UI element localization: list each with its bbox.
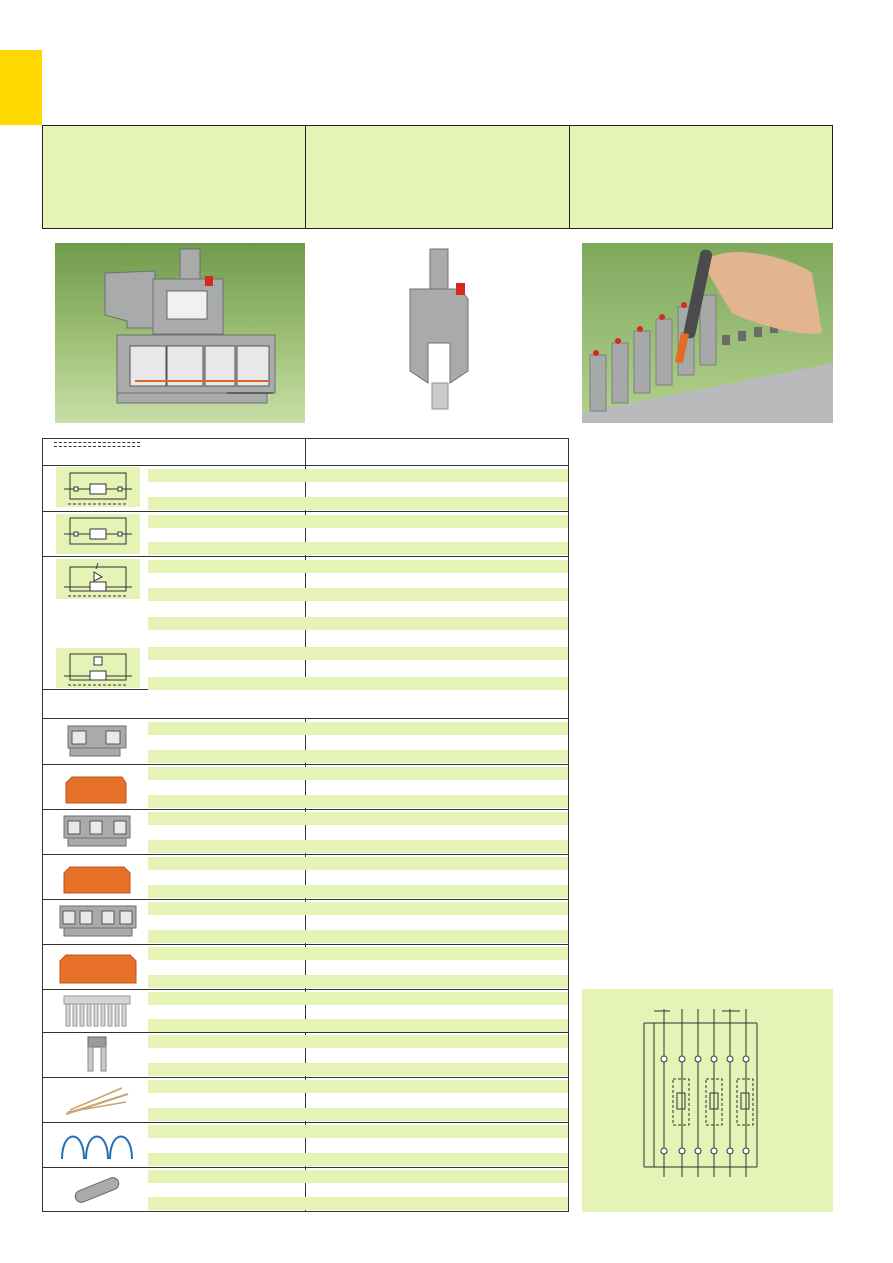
fuse-lamp-symbol-icon [56,648,140,688]
table-row [148,677,568,690]
table-row [148,795,568,808]
table-row [148,857,568,870]
table-row [148,722,568,735]
table-row [148,750,568,763]
terminal-block-icon [62,812,134,852]
wiring-diagram-panel [582,989,833,1212]
table-row [148,617,568,630]
table-row [148,902,568,915]
table-row [148,1019,568,1032]
header-tab [0,50,42,125]
ferrule-icon [62,1170,134,1210]
info-row [42,125,833,229]
test-pin-icon [62,1080,134,1120]
table-row [148,975,568,988]
table-row [148,1035,568,1048]
table-row [148,930,568,943]
header-dash [54,442,140,443]
jumper-icon [62,1035,134,1075]
fuse-symbol-icon [56,467,140,507]
orange-end-plate-icon [62,767,134,807]
table-row [148,1170,568,1183]
accessories-header [42,690,569,719]
product-photo-cutaway [55,243,305,423]
table-row [148,1197,568,1210]
fuse-plug-icon [318,243,568,423]
orange-end-plate-icon [62,857,134,897]
product-photo-probe [582,243,833,423]
table-row [148,1125,568,1138]
info-cell-2 [306,126,569,228]
table-row [148,1108,568,1121]
table-row [148,1080,568,1093]
table-row [148,469,568,482]
fuse-led-symbol-icon [56,559,140,599]
terminal-block-icon [62,722,134,762]
product-photo-plug [318,243,568,423]
led-indicator [205,276,213,286]
wire-jumper-icon [58,1125,138,1165]
table-row [148,840,568,853]
table-row [148,947,568,960]
table-row [148,1153,568,1166]
wiring-diagram-icon [582,989,833,1212]
info-cell-1 [43,126,306,228]
table-row [148,1063,568,1076]
table-row [148,992,568,1005]
terminal-strip-test-probe-icon [582,243,833,423]
table-row [148,542,568,555]
header-dash [54,446,140,447]
orange-end-plate-icon [58,947,138,987]
terminal-block-icon [58,902,138,942]
table-row [148,588,568,601]
fuse-symbol-icon [56,514,140,554]
fuse-terminal-block-cutaway-icon [55,243,305,423]
table-row [148,497,568,510]
led-indicator [456,283,465,295]
info-cell-3 [570,126,832,228]
table-row [148,560,568,573]
table-row [148,767,568,780]
table-row [148,515,568,528]
table-row [148,647,568,660]
table-row [148,885,568,898]
table-row [148,812,568,825]
comb-jumper-icon [62,992,134,1032]
